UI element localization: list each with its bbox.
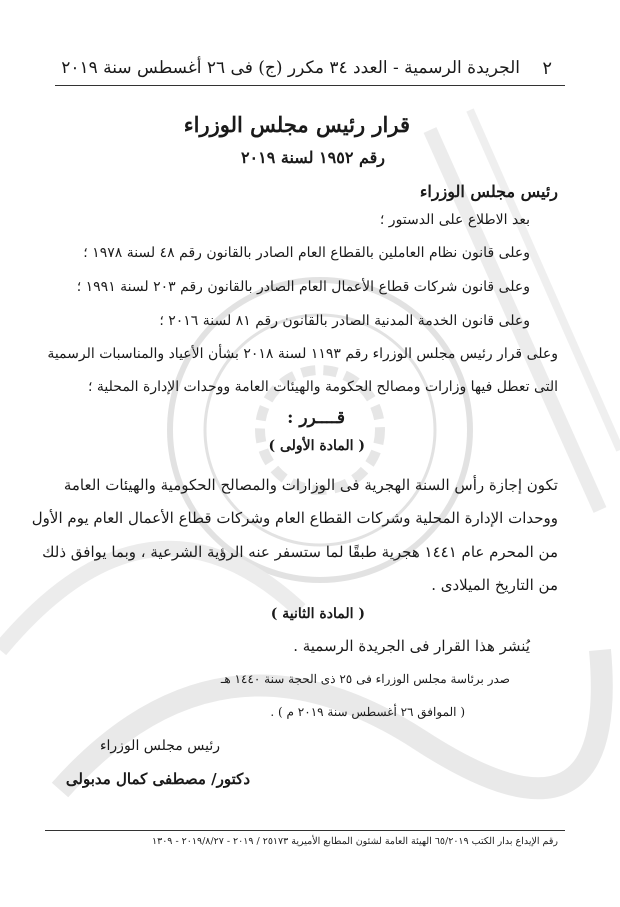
article-2-heading: ( المادة الثانية ) bbox=[270, 606, 365, 622]
signature-name: دكتور/ مصطفى كمال مدبولى bbox=[65, 770, 250, 788]
preamble-line: وعلى قانون شركات قطاع الأعمال العام الصادر بالقانون رقم ٢٠٣ لسنة ١٩٩١ ؛ bbox=[76, 279, 530, 295]
page-number: ٢ bbox=[542, 58, 552, 79]
issued-line: صدر برئاسة مجلس الوزراء فى ٢٥ ذى الحجة سنة ١٤٤٠ هـ bbox=[220, 672, 510, 686]
footer-deposit-text: رقم الإيداع بدار الكتب ٦٥/٢٠١٩ الهيئة العامة لشئون المطابع الأميرية ٢٥١٧٣ / ٢٠١٩ - ٢٠١٩/٨/٢٧ - ١٣٠٩ bbox=[152, 836, 558, 847]
issuer-heading: رئيس مجلس الوزراء bbox=[419, 182, 558, 201]
preamble-line: وعلى قانون نظام العاملين بالقطاع العام الصادر بالقانون رقم ٤٨ لسنة ١٩٧٨ ؛ bbox=[83, 245, 530, 261]
article-1-line: تكون إجازة رأس السنة الهجرية فى الوزارات والمصالح الحكومية والهيئات العامة bbox=[63, 476, 558, 494]
decree-title: قرار رئيس مجلس الوزراء bbox=[183, 112, 410, 137]
article-1-line: من التاريخ الميلادى . bbox=[431, 576, 558, 594]
signature-role: رئيس مجلس الوزراء bbox=[99, 738, 220, 754]
decree-number: رقم ١٩٥٢ لسنة ٢٠١٩ bbox=[240, 148, 385, 167]
decided-heading: قــــرر : bbox=[287, 408, 345, 428]
preamble-line: وعلى قرار رئيس مجلس الوزراء رقم ١١٩٣ لسنة ٢٠١٨ بشأن الأعياد والمناسبات الرسمية bbox=[47, 346, 558, 362]
preamble-line: التى تعطل فيها وزارات ومصالح الحكومة والهيئات العامة ووحدات الإدارة المحلية ؛ bbox=[88, 379, 558, 395]
preamble-line: وعلى قانون الخدمة المدنية الصادر بالقانون رقم ٨١ لسنة ٢٠١٦ ؛ bbox=[159, 313, 530, 329]
issued-line: ( الموافق ٢٦ أغسطس سنة ٢٠١٩ م ) . bbox=[270, 705, 465, 719]
article-2-line: يُنشر هذا القرار فى الجريدة الرسمية . bbox=[293, 637, 530, 655]
watermark-seal bbox=[0, 90, 620, 850]
footer-rule bbox=[45, 830, 565, 831]
preamble-line: بعد الاطلاع على الدستور ؛ bbox=[379, 212, 530, 228]
article-1-heading: ( المادة الأولى ) bbox=[268, 438, 365, 454]
gazette-header-title: الجريدة الرسمية - العدد ٣٤ مكرر (ج) فى ٢٦ أغسطس سنة ٢٠١٩ bbox=[61, 58, 520, 78]
article-1-line: ووحدات الإدارة المحلية وشركات القطاع العام وشركات قطاع الأعمال العام يوم الأول bbox=[31, 509, 558, 527]
header-rule bbox=[55, 85, 565, 86]
article-1-line: من المحرم عام ١٤٤١ هجرية طبقًا لما ستسفر عنه الرؤية الشرعية ، وبما يوافق ذلك bbox=[42, 543, 558, 561]
